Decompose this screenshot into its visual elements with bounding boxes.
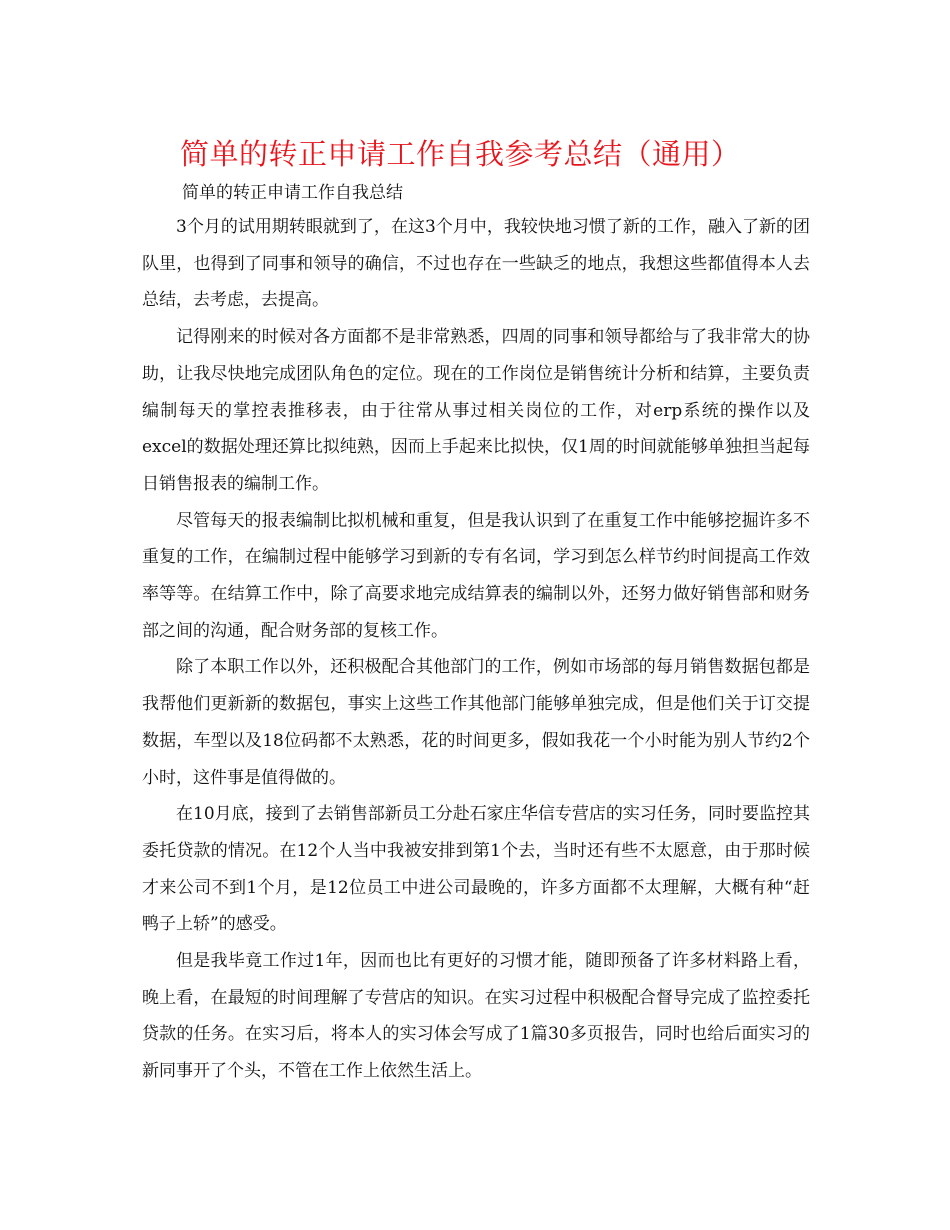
paragraph: 但是我毕竟工作过1年，因而也比有更好的习惯才能，随即预备了许多材料路上看，晚上看，在最短的时间理解了专营店的知识。在实习过程中积极配合督导完成了监控委托贷款的任务。在实习后，将本人的实习体会写成了1篇30多页报告，同时也给后面实习的新同事开了个头，不管在工作上依然生活上。 bbox=[142, 951, 810, 1082]
document-subtitle: 简单的转正申请工作自我总结 bbox=[182, 183, 403, 203]
paragraph: 在10月底，接到了去销售部新员工分赴石家庄华信专营店的实习任务，同时要监控其委托贷款的情况。在12个人当中我被安排到第1个去，当时还有些不太愿意，由于那时候才来公司不到1个月，是12位员工中进公司最晚的，许多方面都不太理解，大概有种“赶鸭子上轿”的感受。 bbox=[142, 804, 810, 935]
document-body bbox=[142, 209, 810, 1090]
paragraph: 记得刚来的时候对各方面都不是非常熟悉，四周的同事和领导都给与了我非常大的协助，让我尽快地完成团队角色的定位。现在的工作岗位是销售统计分析和结算，主要负责编制每天的掌控表推移表，由于往常从事过相关岗位的工作，对erp系统的操作以及excel的数据处理还算比拟纯熟，因而上手起来比拟快，仅1周的时间就能够单独担当起每日销售报表的编制工作。 bbox=[142, 327, 810, 494]
paragraph: 除了本职工作以外，还积极配合其他部门的工作，例如市场部的每月销售数据包都是我帮他们更新新的数据包，事实上这些工作其他部门能够单独完成，但是他们关于订交提数据，车型以及18位码都不太熟悉，花的时间更多，假如我花一个小时能为别人节约2个小时，这件事是值得做的。 bbox=[142, 657, 810, 788]
paragraph: 3个月的试用期转眼就到了，在这3个月中，我较快地习惯了新的工作，融入了新的团队里，也得到了同事和领导的确信，不过也存在一些缺乏的地点，我想这些都值得本人去总结，去考虑，去提高。 bbox=[142, 217, 810, 311]
document-title: 简单的转正申请工作自我参考总结（通用） bbox=[180, 137, 741, 171]
paragraph: 尽管每天的报表编制比拟机械和重复，但是我认识到了在重复工作中能够挖掘许多不重复的工作，在编制过程中能够学习到新的专有名词，学习到怎么样节约时间提高工作效率等等。在结算工作中，除了高要求地完成结算表的编制以外，还努力做好销售部和财务部之间的沟通，配合财务部的复核工作。 bbox=[142, 510, 810, 641]
